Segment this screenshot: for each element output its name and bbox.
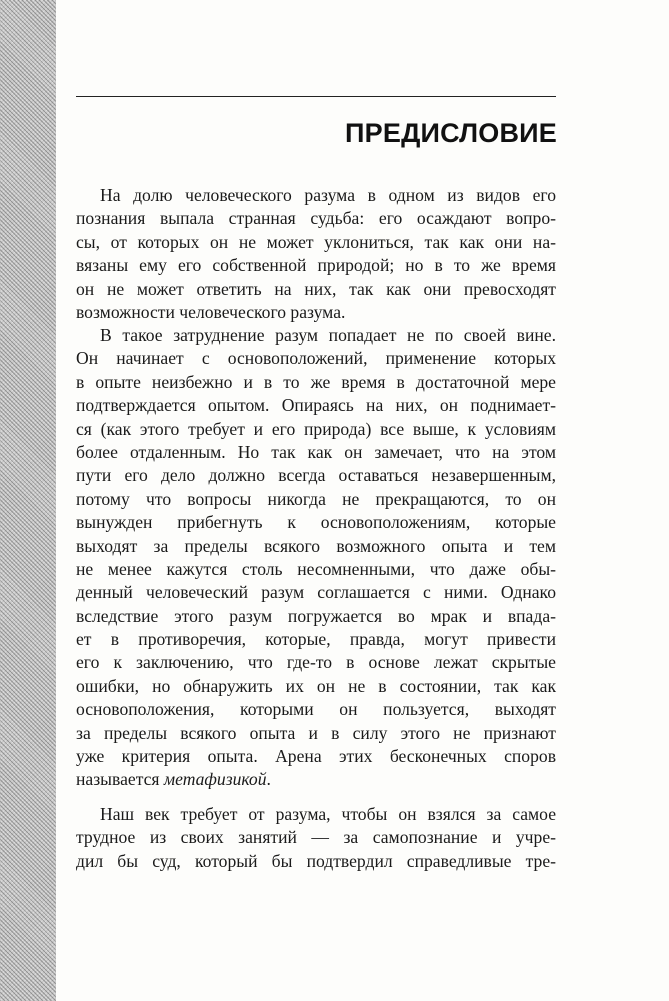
text-line: пути его дело должно всегда оставаться незавершенным,	[76, 465, 556, 486]
text-line: он не может ответить на них, так как они превосходят	[76, 278, 556, 299]
text-line: Он начинает с основоположений, применение которых	[76, 348, 556, 369]
text-line-final	[76, 768, 556, 791]
text-line: уже критерия опыта. Арена этих бесконечных споров	[76, 746, 556, 767]
text-line: за пределы всякого опыта и в силу этого не признают	[76, 722, 556, 743]
text-line: вязаны ему его собственной природой; но в то же время	[76, 255, 556, 276]
text-line: не менее кажутся столь несомненными, что даже обы-	[76, 558, 556, 579]
italic-term: метафизикой	[163, 769, 267, 790]
text-line: вынужден прибегнуть к основоположениям, которые	[76, 512, 556, 533]
text-line: возможности человеческого разума.	[76, 301, 346, 322]
text-line: Наш век требует от разума, чтобы он взялся за самое	[100, 804, 556, 824]
paragraph-1	[76, 184, 556, 324]
text-line: На долю человеческого разума в одном из видов его	[100, 185, 556, 205]
page-binding-edge	[0, 0, 56, 1001]
paragraph-2	[76, 324, 556, 792]
chapter-title: ПРЕДИСЛОВИЕ	[345, 118, 557, 148]
text-line: трудное из своих занятий — за самопознание и учре-	[76, 827, 556, 848]
text-line: ся (как этого требует и его природа) все выше, к условиям	[76, 418, 556, 439]
text-line: познания выпала странная судьба: его осаждают вопро-	[76, 208, 556, 229]
paragraph-3	[76, 803, 556, 873]
text-line: ет в противоречия, которые, правда, могут привести	[76, 629, 556, 650]
text-fragment: .	[266, 769, 271, 790]
text-line: подтверждается опытом. Опираясь на них, он поднимает-	[76, 395, 556, 416]
text-line: выходят за пределы всякого возможного опыта и тем	[76, 535, 556, 556]
text-line: денный человеческий разум соглашается с ними. Однако	[76, 582, 556, 603]
text-line: основоположения, которыми он пользуется, выходят	[76, 699, 556, 720]
text-line: потому что вопросы никогда не прекращаются, то он	[76, 488, 556, 509]
text-line: в опыте неизбежно и в то же время в достаточной мере	[76, 371, 556, 392]
text-line: более отдаленным. Но так как он замечает, что на этом	[76, 441, 556, 462]
text-line: дил бы суд, который бы подтвердил справедливые тре-	[76, 850, 556, 871]
text-line: В такое затруднение разум попадает не по своей вине.	[100, 325, 556, 345]
text-line: его к заключению, что где-то в основе лежат скрытые	[76, 652, 556, 673]
text-line: ошибки, но обнаружить их он не в состоянии, так как	[76, 675, 556, 696]
text-line: сы, от которых он не может уклониться, так как они на-	[76, 231, 556, 252]
text-line: вследствие этого разум погружается во мрак и впада-	[76, 605, 556, 626]
header-rule	[76, 96, 556, 97]
text-fragment: называется	[76, 769, 164, 790]
